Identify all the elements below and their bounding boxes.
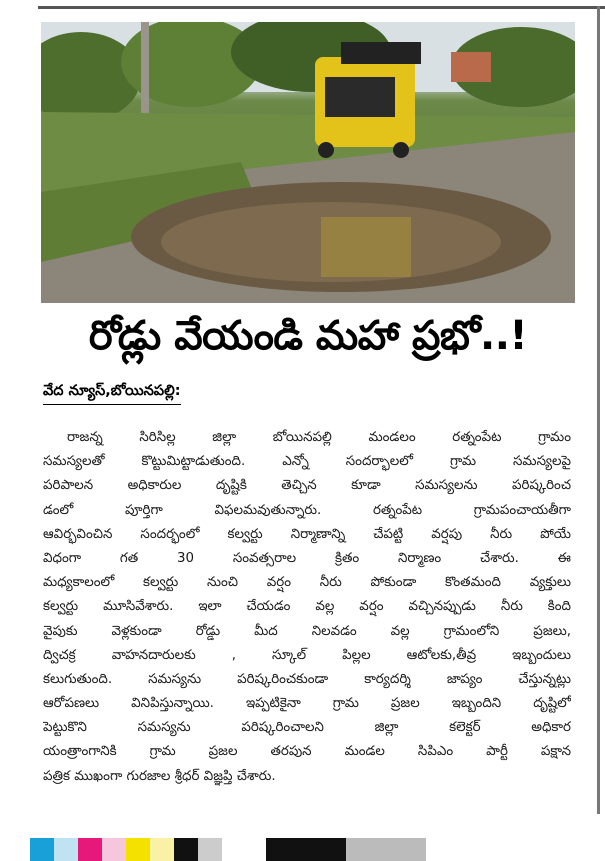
body-line: ఆవిర్భవించిన సందర్భంలో కల్వర్టు నిర్మాణాన్ని చేపట్టి వర్షపు నీరు పోయే [43,526,571,542]
body-line: ఆరోపణలు వినిపిస్తున్నాయి. ఇప్పటికైనా గ్రామ ప్రజల ఇబ్బందిని దృష్టిలో [43,696,571,712]
color-swatch [126,838,150,861]
body-line: పరిపాలన అధికారుల దృష్టికి తెచ్చిన కూడా సమస్యలను పరిష్కరించ [43,478,571,494]
body-line: యంత్రాంగానికి గ్రామ ప్రజల తరపున మండల సిపిఎం పార్టీ పక్షాన [43,744,571,760]
column-rule [597,6,600,814]
body-line: పెట్టుకొని సమస్యను పరిష్కరించాలని జిల్లా కలెక్టర్ అధికార [43,720,571,736]
body-line: కల్వర్టు మూసివేశారు. ఇలా చేయడం వల్ల వర్షం వచ్చినప్పుడు నీరు కింది [43,599,571,615]
news-photo [41,22,575,303]
color-swatch [174,838,198,861]
color-swatch [266,838,346,861]
body-line: డంలో పూర్తిగా విఫలమవుతున్నారు. రత్నంపేట గ్రామపంచాయతీగా [43,502,571,518]
color-swatch [30,838,54,861]
registration-color-bar [30,838,426,861]
body-line: రాజన్న సిరిసిల్ల జిల్లా బోయినపల్లి మండలం రత్నంపేట గ్రామం [67,430,571,445]
top-rule [38,6,605,9]
waterlogged-road-photo [41,22,575,303]
color-swatch [222,838,266,861]
color-swatch [150,838,174,861]
color-swatch [102,838,126,861]
body-line: కలుగుతుంది. సమస్యను పరిష్కరించకుండా కార్యదర్శి జాప్యం చేస్తున్నట్లు [43,671,571,687]
body-line: మధ్యకాలంలో కల్వర్టు నుంచి వర్షం నీరు పోకుండా కొంతమంది వ్యక్తులు [43,575,571,591]
article-body [43,426,571,789]
byline: వేద న్యూస్,బోయినపల్లి: [43,383,181,405]
headline: రోడ్లు వేయండి మహా ప్రభో..! [88,313,528,359]
color-swatch [346,838,426,861]
color-swatch [54,838,78,861]
body-line: పత్రిక ముఖంగా గురజాల శ్రీధర్ విజ్ఞప్తి చేశారు. [43,768,276,784]
body-line: విధంగా గత 30 సంవత్సరాల క్రితం నిర్మాణం చేశారు. ఈ [43,550,571,566]
body-line: వైపుకు వెళ్లకుండా రోడ్డు మీద నిలవడం వల్ల గ్రామంలోని ప్రజలు, [43,623,571,639]
color-swatch [198,838,222,861]
body-line: ద్విచక్ర వాహనదారులకు , స్కూల్ పిల్లల ఆటోలకు,తీవ్ర ఇబ్బందులు [43,647,571,663]
color-swatch [78,838,102,861]
body-line: సమస్యలతో కొట్టుమిట్టాడుతుంది. ఎన్నో సందర్భాలలో గ్రామ సమస్యలపై [43,454,571,470]
